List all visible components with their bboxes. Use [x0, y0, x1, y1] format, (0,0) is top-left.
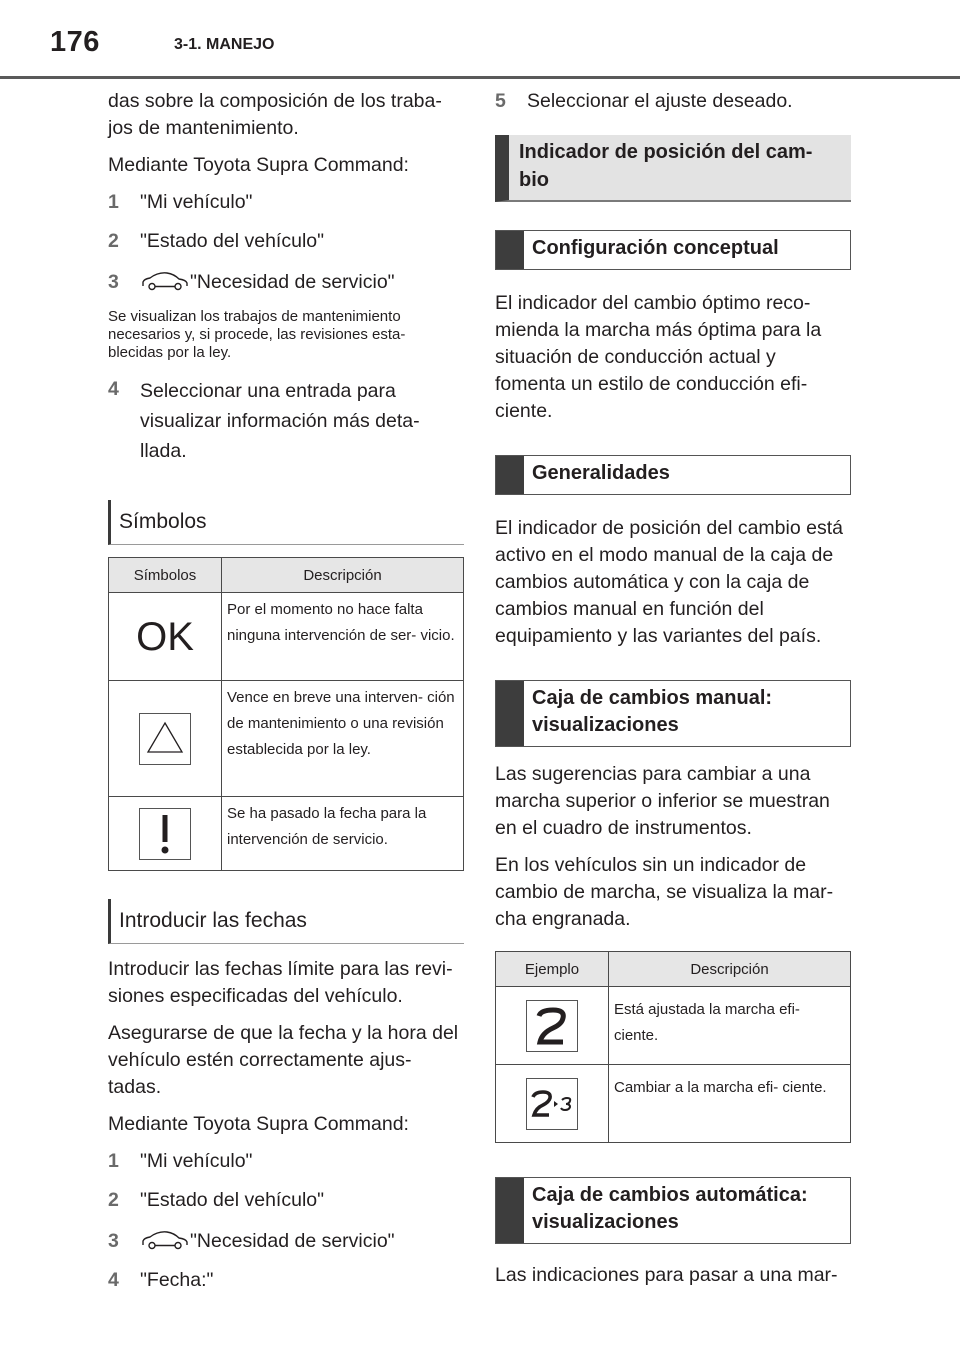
- step-1: [108, 189, 464, 216]
- step-text: Seleccionar el ajuste deseado.: [527, 90, 793, 112]
- step-4: [108, 1267, 464, 1294]
- step-text: "Necesidad de servicio": [190, 1230, 395, 1252]
- example-table: [495, 951, 851, 1143]
- heading-general: [495, 455, 851, 495]
- note-text: Se visualizan los trabajos de mantenimiento necesarios y, si procede, las revisiones esta- blecidas por la ley.: [108, 308, 406, 361]
- table-row: [109, 593, 464, 681]
- ok-symbol: OK: [136, 614, 194, 659]
- right-column: [495, 88, 851, 1299]
- section-title: 3-1. MANEJO: [174, 36, 275, 53]
- manual-text-1: Las sugerencias para cambiar a una marcha superior o inferior se muestran en el cuadro de instrumentos.: [495, 763, 830, 839]
- table-row: [496, 987, 851, 1065]
- heading-manual: [495, 680, 851, 747]
- step-text: "Fecha:": [140, 1269, 214, 1291]
- auto-text: Las indicaciones para pasar a una mar-: [495, 1264, 838, 1286]
- table-header-row: [496, 952, 851, 987]
- manual-text-2: En los vehículos sin un indicador de cambio de marcha, se visualiza la mar- cha engranada.: [495, 854, 834, 930]
- heading-text: Caja de cambios automática: visualizaciones: [532, 1184, 808, 1233]
- gear-2-icon: [526, 1000, 578, 1052]
- step-number: 2: [108, 1189, 119, 1211]
- step-number: 3: [108, 1230, 119, 1252]
- step-number: 3: [108, 271, 119, 293]
- car-icon: [140, 271, 190, 291]
- table-cell: Cambiar a la marcha efi- ciente.: [609, 1065, 851, 1143]
- table-row: [109, 681, 464, 797]
- warning-triangle-icon: [139, 713, 191, 765]
- dates-heading: Introducir las fechas: [108, 899, 464, 944]
- table-header: Descripción: [609, 952, 851, 987]
- heading-concept: [495, 230, 851, 270]
- table-cell: Está ajustada la marcha efi- ciente.: [609, 987, 851, 1065]
- table-header: Descripción: [222, 558, 464, 593]
- heading-text: Generalidades: [532, 462, 670, 484]
- step-number: 1: [108, 191, 119, 213]
- heading-text: Configuración conceptual: [532, 237, 779, 259]
- car-icon: [140, 1230, 190, 1250]
- step-2: [108, 1187, 464, 1214]
- step-text: "Mi vehículo": [140, 1150, 253, 1172]
- step-4: [108, 376, 464, 466]
- symbols-table: [108, 557, 464, 871]
- command-text: Mediante Toyota Supra Command:: [108, 1113, 409, 1135]
- step-2: [108, 228, 464, 255]
- heading-text: Caja de cambios manual: visualizaciones: [532, 687, 773, 736]
- table-row: [496, 1065, 851, 1143]
- header-rule: [0, 76, 960, 79]
- table-cell: Vence en breve una interven- ción de mantenimiento o una revisión establecida por la ley.: [222, 681, 464, 797]
- step-number: 4: [108, 1269, 119, 1291]
- step-1: [108, 1148, 464, 1175]
- gear-2-to-3-icon: [526, 1078, 578, 1130]
- heading-auto: [495, 1177, 851, 1244]
- step-text: "Estado del vehículo": [140, 1189, 325, 1211]
- step-3: [108, 1228, 464, 1255]
- exclamation-icon: [139, 808, 191, 860]
- step-text: "Necesidad de servicio": [190, 271, 395, 293]
- step-text: "Mi vehículo": [140, 191, 253, 213]
- table-header: Símbolos: [109, 558, 222, 593]
- main-heading: Indicador de posición del cam- bio: [495, 135, 851, 202]
- dates-text-2: Asegurarse de que la fecha y la hora del vehículo estén correctamente ajus- tadas.: [108, 1022, 459, 1098]
- general-text: El indicador de posición del cambio está activo en el modo manual de la caja de cambios automática y con la caja de cambios manual en función del equipamiento y las variantes del país.: [495, 517, 843, 647]
- table-header-row: [109, 558, 464, 593]
- step-number: 5: [495, 90, 506, 112]
- dates-text-1: Introducir las fechas límite para las revi- siones especificadas del vehículo.: [108, 958, 453, 1007]
- symbols-heading: Símbolos: [108, 500, 464, 545]
- left-column: [108, 88, 464, 1306]
- command-text: Mediante Toyota Supra Command:: [108, 154, 409, 176]
- page-number: 176: [50, 26, 100, 58]
- step-text: Seleccionar una entrada para visualizar información más deta- llada.: [140, 380, 420, 462]
- step-number: 2: [108, 230, 119, 252]
- step-text: "Estado del vehículo": [140, 230, 325, 252]
- table-row: [109, 797, 464, 871]
- table-cell: Por el momento no hace falta ninguna intervención de ser- vicio.: [222, 593, 464, 681]
- step-number: 4: [108, 378, 119, 400]
- table-header: Ejemplo: [496, 952, 609, 987]
- concept-text: El indicador del cambio óptimo reco- mienda la marcha más óptima para la situación de conducción actual y fomenta un estilo de conducción efi- ciente.: [495, 292, 822, 422]
- table-cell: Se ha pasado la fecha para la intervención de servicio.: [222, 797, 464, 871]
- step-number: 1: [108, 1150, 119, 1172]
- step-5: [495, 88, 851, 115]
- intro-text: das sobre la composición de los traba- jos de mantenimiento.: [108, 90, 442, 139]
- step-3: [108, 269, 464, 296]
